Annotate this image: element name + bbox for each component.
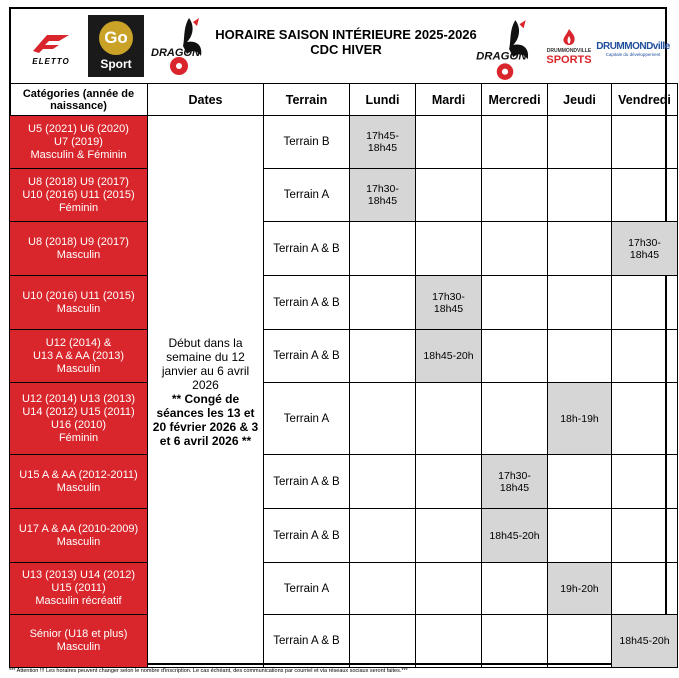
category-line: U12 (2014) U13 (2013) (21, 392, 136, 405)
slot-mardi: 17h30-18h45 (416, 276, 482, 330)
category-line: U14 (2012) U15 (2011) (22, 405, 135, 418)
category-cell (10, 455, 148, 509)
header-mardi: Mardi (416, 84, 482, 116)
category-line: Masculin (56, 535, 101, 548)
slot-lundi (350, 276, 416, 330)
terrain-cell: Terrain B (264, 116, 350, 169)
slot-mercredi (482, 383, 548, 455)
slot-vendredi: 17h30-18h45 (612, 222, 678, 276)
slot-mardi (416, 169, 482, 222)
slot-vendredi (612, 509, 678, 563)
drummondville-sports-logo (541, 19, 597, 75)
terrain-cell: Terrain A & B (264, 455, 350, 509)
slot-mercredi (482, 222, 548, 276)
category-line: U13 A & AA (2013) (32, 349, 125, 362)
title-line2: CDC HIVER (310, 42, 382, 57)
header-terrain: Terrain (264, 84, 350, 116)
terrain-cell: Terrain A & B (264, 509, 350, 563)
terrain-cell: Terrain A (264, 169, 350, 222)
terrain-cell: Terrain A (264, 563, 350, 615)
header-vendredi: Vendredi (612, 84, 678, 116)
gosport-go-text: Go (104, 28, 128, 47)
table-header-row (10, 84, 678, 116)
slot-vendredi (612, 330, 678, 383)
category-cell (10, 383, 148, 455)
slot-jeudi: 18h-19h (548, 383, 612, 455)
slot-jeudi (548, 276, 612, 330)
page-title (211, 27, 481, 57)
slot-mardi (416, 563, 482, 615)
slot-mardi (416, 615, 482, 668)
category-cell (10, 169, 148, 222)
slot-vendredi (612, 276, 678, 330)
header (11, 9, 670, 83)
drummondville-city-logo (596, 29, 670, 69)
drummondville-sports-top-text: DRUMMONDVILLE (546, 48, 592, 54)
slot-mercredi: 17h30-18h45 (482, 455, 548, 509)
terrain-cell: Terrain A & B (264, 276, 350, 330)
terrain-cell: Terrain A & B (264, 330, 350, 383)
dates-text: Début dans la semaine du 12 janvier au 6 avril 2026 (161, 335, 250, 392)
header-jeudi: Jeudi (548, 84, 612, 116)
category-line: U15 A & AA (2012-2011) (19, 468, 138, 481)
slot-jeudi (548, 222, 612, 276)
header-lundi: Lundi (350, 84, 416, 116)
category-line: Masculin (56, 302, 101, 315)
slot-jeudi: 19h-20h (548, 563, 612, 615)
slot-lundi (350, 509, 416, 563)
category-line: Masculin (56, 641, 101, 653)
dates-cell (148, 116, 264, 668)
dragon-logo-left (147, 15, 211, 79)
header-mercredi: Mercredi (482, 84, 548, 116)
slot-mercredi (482, 330, 548, 383)
category-line: U5 (2021) U6 (2020) (28, 122, 129, 135)
category-line: U15 (2011) (51, 582, 106, 594)
table-row (10, 116, 678, 169)
slot-lundi: 17h45-18h45 (350, 116, 416, 169)
eletto-wordmark: ELETTO (32, 56, 70, 66)
title-line1: HORAIRE SAISON INTÉRIEURE 2025-2026 (215, 27, 477, 42)
eletto-emblem-icon (29, 31, 73, 57)
slot-jeudi (548, 116, 612, 169)
slot-mardi (416, 383, 482, 455)
category-line: Masculin (56, 481, 101, 494)
slot-vendredi (612, 116, 678, 169)
drummondville-city-text: DRUMMONDville (596, 41, 670, 52)
category-cell (10, 222, 148, 276)
slot-jeudi (548, 615, 612, 668)
footnote: *** Attention !!! Les horaires peuvent changer selon le nombre d'inscription. Le cas échéant, des communications par courriel et via réseaux sociaux seront faites.*** (9, 668, 408, 674)
table-row (10, 330, 678, 383)
category-line: Féminin (58, 431, 99, 444)
table-row (10, 169, 678, 222)
slot-lundi (350, 222, 416, 276)
slot-vendredi: 18h45-20h (612, 615, 678, 668)
slot-jeudi (548, 330, 612, 383)
slot-vendredi (612, 563, 678, 615)
slot-vendredi (612, 455, 678, 509)
category-cell (10, 563, 148, 615)
table-row (10, 222, 678, 276)
category-line: Masculin (56, 248, 101, 261)
slot-lundi (350, 383, 416, 455)
category-line: U17 A & AA (2010-2009) (18, 522, 139, 535)
slot-lundi (350, 330, 416, 383)
category-line: Sénior (U18 et plus) (29, 628, 128, 640)
flame-icon (560, 28, 578, 48)
table-row (10, 455, 678, 509)
table-row (10, 383, 678, 455)
drummondville-sports-bottom-text: SPORTS (546, 54, 592, 66)
category-line: U10 (2016) U11 (2015) (22, 188, 135, 201)
category-cell (10, 276, 148, 330)
slot-lundi (350, 455, 416, 509)
category-line: Masculin & Féminin (30, 148, 127, 161)
gosport-logo (88, 15, 144, 77)
slot-lundi (350, 563, 416, 615)
slot-mardi (416, 509, 482, 563)
category-line: U10 (2016) U11 (2015) (22, 289, 135, 302)
slot-mercredi (482, 563, 548, 615)
table-row (10, 563, 678, 615)
dates-note: ** Congé de séances les 13 et 20 février 2026 & 3 et 6 avril 2026 ** (152, 391, 259, 448)
terrain-cell: Terrain A & B (264, 615, 350, 668)
slot-mercredi (482, 615, 548, 668)
dragon-emblem-icon (149, 16, 209, 78)
svg-text:DRAGON: DRAGON (476, 50, 527, 63)
category-cell (10, 116, 148, 169)
slot-mardi (416, 116, 482, 169)
slot-mardi (416, 455, 482, 509)
slot-lundi: 17h30-18h45 (350, 169, 416, 222)
svg-text:DRAGON: DRAGON (151, 47, 200, 59)
category-line: U8 (2018) U9 (2017) (28, 235, 129, 248)
slot-jeudi (548, 455, 612, 509)
dragon-emblem-icon (473, 18, 537, 82)
slot-vendredi (612, 169, 678, 222)
slot-mardi: 18h45-20h (416, 330, 482, 383)
category-cell (10, 509, 148, 563)
category-cell (10, 615, 148, 668)
category-line: U12 (2014) & (45, 336, 112, 349)
category-line: U16 (2010) (50, 418, 107, 431)
category-line: U7 (2019) (54, 135, 103, 148)
category-line: Féminin (58, 201, 99, 214)
slot-jeudi (548, 509, 612, 563)
slot-lundi (350, 615, 416, 668)
table-row (10, 509, 678, 563)
slot-jeudi (548, 169, 612, 222)
terrain-cell: Terrain A & B (264, 222, 350, 276)
table-row (10, 615, 678, 668)
category-line: U13 (2013) U14 (2012) (21, 569, 136, 581)
drummondville-city-tagline: Capitale du développement (605, 52, 661, 57)
eletto-logo (19, 21, 83, 75)
table-row (10, 276, 678, 330)
slot-mercredi: 18h45-20h (482, 509, 548, 563)
gosport-sport-text: Sport (100, 57, 132, 71)
terrain-cell: Terrain A (264, 383, 350, 455)
category-cell (10, 330, 148, 383)
header-dates: Dates (148, 84, 264, 116)
slot-mercredi (482, 169, 548, 222)
category-line: Masculin récréatif (35, 595, 122, 607)
schedule-table (9, 83, 678, 668)
header-categories: Catégories (année de naissance) (10, 84, 148, 116)
category-line: U8 (2018) U9 (2017) (28, 175, 129, 188)
dragon-logo-right (471, 17, 539, 83)
category-line: Masculin (56, 362, 101, 375)
slot-mercredi (482, 276, 548, 330)
slot-vendredi (612, 383, 678, 455)
slot-mercredi (482, 116, 548, 169)
slot-mardi (416, 222, 482, 276)
